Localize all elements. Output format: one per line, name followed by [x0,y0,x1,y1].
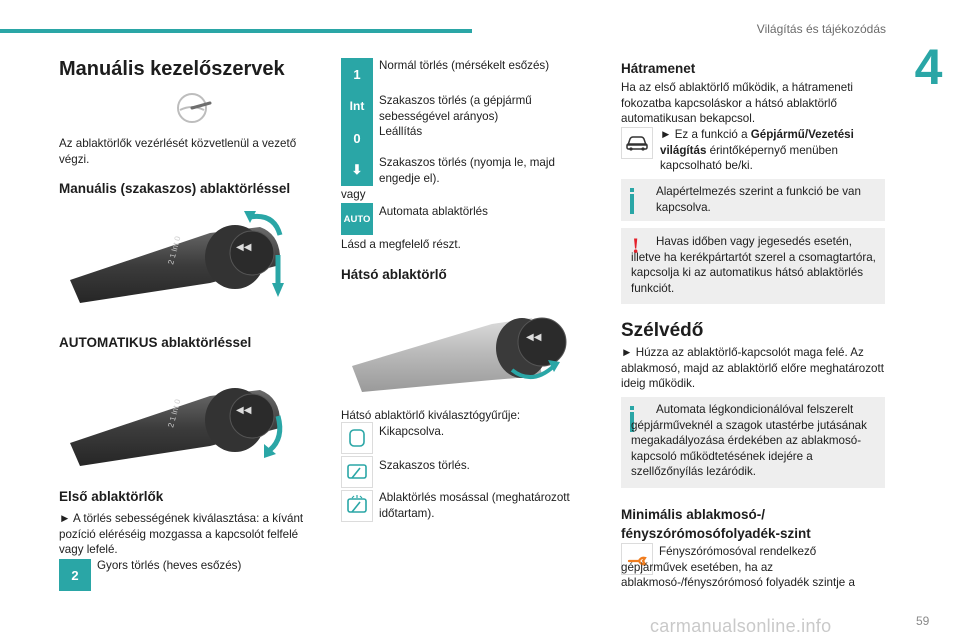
chapter-number: 4 [897,38,960,96]
page-title: Manuális kezelőszervek [59,58,285,80]
steering-wheel-icon [172,90,212,126]
page-number: 59 [916,614,930,628]
rear-wash-text: Ablaktörlés mosással (meghatározott időtartam). [379,491,570,520]
or-text: vagy [341,188,366,201]
front-wiper-heading: Első ablaktörlők [59,489,164,504]
rear-wiper-stalk-illustration [342,296,582,396]
svg-text:◀◀: ◀◀ [236,405,252,416]
wiper-stalk-manual-illustration [60,205,300,305]
warning-icon: ! [632,233,640,258]
manual-wiper-heading: Manuális (szakaszos) ablaktörléssel [59,181,291,196]
speed-0-icon: 0 [341,122,373,154]
rear-intermittent-text: Szakaszos törlés. [379,459,470,472]
reverse-heading: Hátramenet [621,61,696,76]
car-settings-icon [621,127,653,159]
info-note-ac: Automata légkondicionálóval felszerelt gépjárműveknél a szagok utastérbe jutásának megakadályozása érdekében az ablakmosó-kapcsoló működtetésének idejére a szellőzőnyílás lezáródik. [621,397,885,488]
windscreen-text: ► Húzza az ablaktörlő-kapcsolót maga felé. Az ablakmosó, majd az ablaktörlő előre meghatározott ideig működik. [621,346,884,391]
header-accent-bar [0,29,472,33]
svg-text:2 1 Int 0: 2 1 Int 0 [166,235,183,266]
chapter-title: Világítás és tájékozódás [756,22,886,36]
see-section-text: Lásd a megfelelő részt. [341,238,461,251]
svg-text:◀◀: ◀◀ [236,242,252,253]
rear-wiper-intermittent-icon [341,456,373,488]
speed-int-icon: Int [341,90,373,122]
windscreen-heading: Szélvédő [621,320,704,341]
washer-level-heading: Minimális ablakmosó-/ fényszórómosófolyadék-szint [621,507,811,541]
auto-text: Automata ablaktörlés [379,205,488,218]
watermark: carmanualsonline.info [650,616,832,636]
rear-ring-text: Hátsó ablaktörlő kiválasztógyűrűje: [341,409,521,422]
stop-text: Leállítás [379,125,423,138]
rear-wiper-heading: Hátsó ablaktörlő [341,267,447,282]
reverse-step: ► Ez a funkció a Gépjármű/Vezetési világítás érintőképernyő menüben kapcsolható be/ki. [660,128,854,173]
svg-text:◀◀: ◀◀ [526,332,542,343]
auto-icon: AUTO [341,203,373,235]
wiper-stalk-auto-illustration [60,368,300,468]
single-wipe-text: Szakaszos törlés (nyomja le, majd engedje el). [379,156,555,185]
rear-window-off-icon [341,422,373,454]
speed-int-text: Szakaszos törlés (a gépjármű sebességével arányos) [379,94,532,123]
washer-level-text: Fényszórómosóval rendelkező gépjárművek esetében, ha az ablakmosó-/fényszórómosó folyadék szintje a [621,545,855,590]
reverse-text: Ha az első ablaktörlő működik, a hátrameneti fokozatba kapcsoláskor a hátsó ablaktörlő automatikusan bekapcsol. [621,81,853,126]
intro-text: Az ablaktörlők vezérlését közvetlenül a vezető végzi. [59,137,297,166]
info-icon [630,188,634,214]
rear-wash-wipe-icon [341,490,373,522]
speed-2-text: Gyors törlés (heves esőzés) [97,559,242,572]
info-note-default: Alapértelmezés szerint a funkció be van kapcsolva. [621,179,885,221]
speed-1-text: Normál törlés (mérsékelt esőzés) [379,59,550,72]
svg-text:2 1 Int 0: 2 1 Int 0 [166,398,183,429]
arrow-down-icon: ⬇ [341,154,373,186]
speed-2-icon: 2 [59,559,91,591]
warning-note-snow: ! Havas időben vagy jegesedés esetén, illetve ha kerékpártartót szerel a csomagtartóra, kapcsolja ki az automatikus hátsó ablaktörlés funkciót. [621,228,885,304]
speed-1-icon: 1 [341,58,373,90]
rear-off-text: Kikapcsolva. [379,425,445,438]
front-wiper-text: ► A törlés sebességének kiválasztása: a kívánt pozíció eléréséig mozgassa a kapcsolót felfelé vagy lefelé. [59,512,304,557]
auto-wiper-heading: AUTOMATIKUS ablaktörléssel [59,335,252,350]
